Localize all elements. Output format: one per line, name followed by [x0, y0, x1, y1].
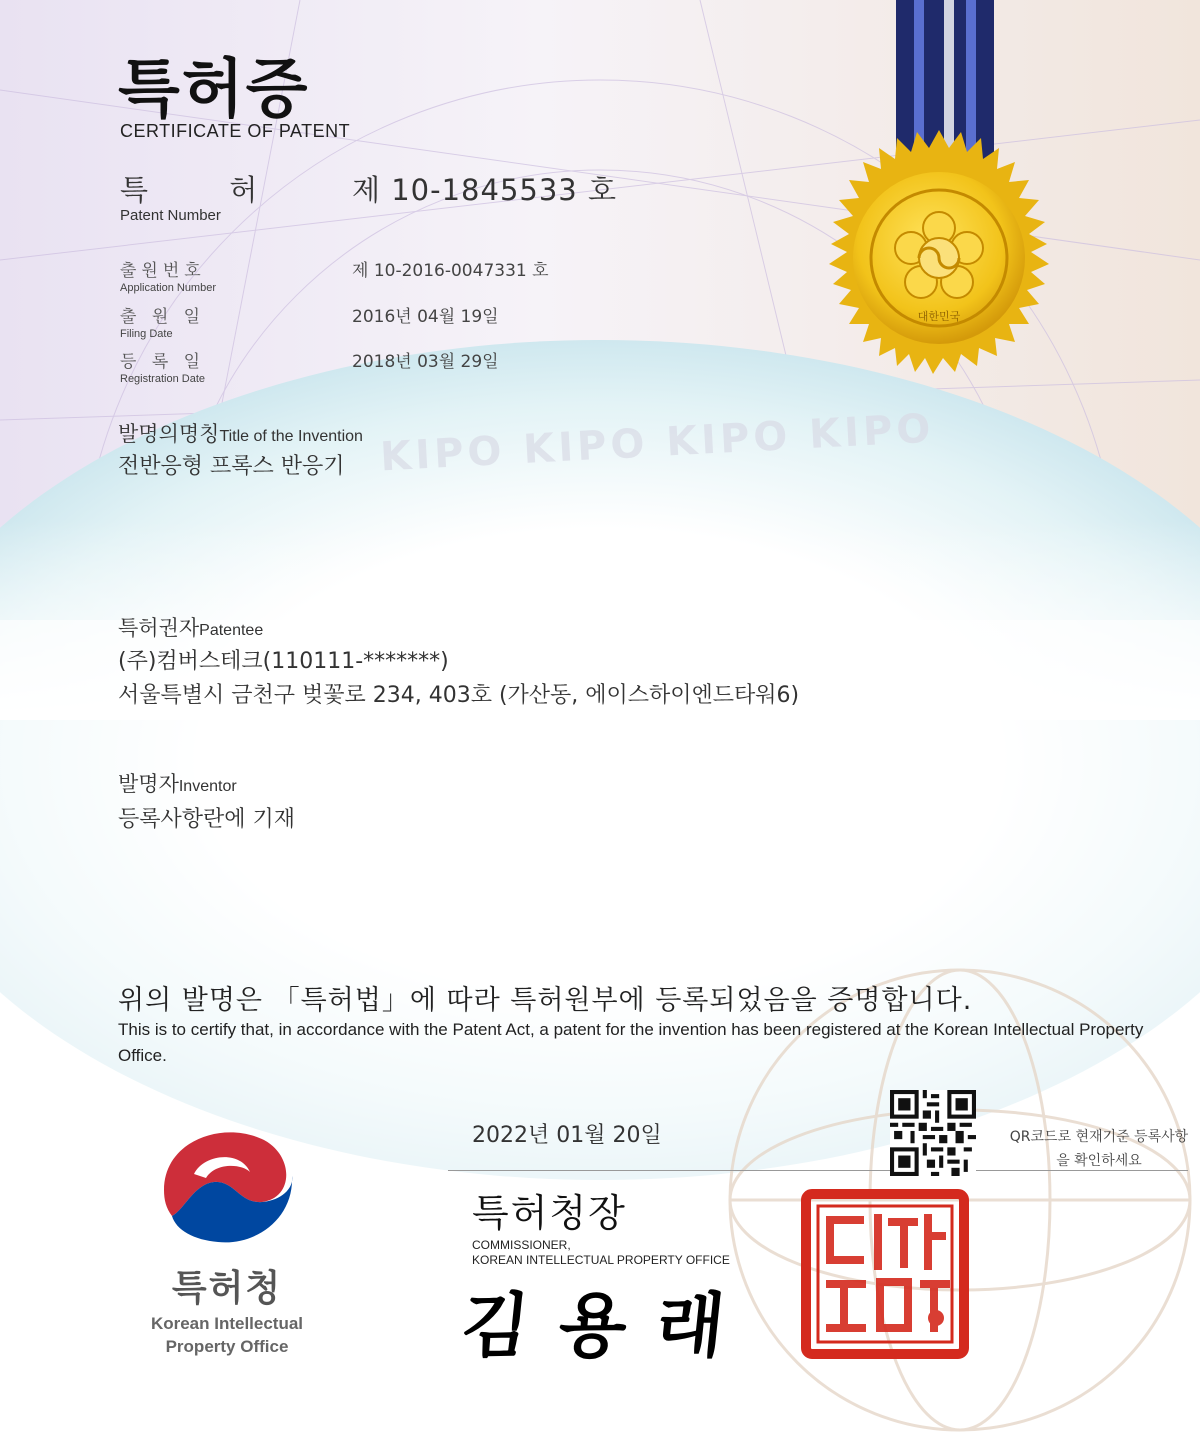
- inventor-label-en: Inventor: [178, 778, 237, 795]
- filing-date-label-en: Filing Date: [120, 328, 173, 340]
- kipo-logo-name-ko: 특허청: [171, 1268, 283, 1309]
- patentee-address: 서울특별시 금천구 벚꽃로 234, 403호 (가산동, 에이스하이엔드타워6): [118, 683, 800, 708]
- application-number-label-en: Application Number: [120, 282, 216, 294]
- registration-date-value: 2018년 03월 29일: [352, 352, 499, 372]
- patentee-label-en: Patentee: [199, 622, 264, 639]
- kipo-logo-name-en: [0, 1312, 454, 1358]
- seal-caption: 특허청장인: [882, 1356, 888, 1357]
- patentee-name: (주)컴버스테크(110111-*******): [118, 649, 449, 674]
- filing-date-label: 출 원 일: [120, 307, 206, 327]
- invention-title-label-en: Title of the Invention: [219, 428, 363, 445]
- certificate-title: 특허증: [118, 53, 310, 127]
- kipo-logo-name-en-text: Korean Intellectual Property Office: [150, 1314, 304, 1356]
- qr-code-icon[interactable]: [890, 1090, 976, 1176]
- patent-number-label-en: Patent Number: [120, 207, 221, 224]
- certification-statement-en: This is to certify that, in accordance with the Patent Act, a patent for the invention has been registered at the Korean Intellectual Property Office.: [118, 1020, 1144, 1065]
- registration-date-label: 등 록 일: [120, 352, 206, 372]
- commissioner-title-en-line1: COMMISSIONER,: [472, 1238, 571, 1252]
- certificate-subtitle: CERTIFICATE OF PATENT: [120, 121, 351, 141]
- application-number-value: 제 10-2016-0047331 호: [352, 261, 549, 281]
- watermark-word: KIPO: [522, 420, 650, 473]
- invention-title-label: [118, 418, 363, 448]
- registration-date-label-en: Registration Date: [120, 373, 205, 385]
- inventor-label: [118, 768, 237, 798]
- medal-caption: 대한민국: [917, 310, 961, 323]
- invention-title-label-ko: 발명의명칭: [118, 422, 220, 446]
- certification-statement-ko: 위의 발명은 「특허법」에 따라 특허원부에 등록되었음을 증명합니다.: [118, 985, 973, 1016]
- inventor-value: 등록사항란에 기재: [118, 807, 296, 832]
- inventor-label-ko: 발명자: [118, 772, 179, 796]
- invention-title-value: 전반응형 프록스 반응기: [118, 454, 345, 479]
- official-red-seal: [800, 1188, 970, 1360]
- watermark-word: KIPO: [808, 405, 936, 459]
- application-number-label: 출원번호: [120, 261, 206, 281]
- watermark-word: KIPO: [379, 427, 507, 481]
- commissioner-title: 특허청장: [472, 1191, 627, 1235]
- patent-number-value: 제 10-1845533 호: [352, 173, 617, 207]
- patentee-label: [118, 612, 263, 642]
- commissioner-signature: 김용래: [457, 1284, 759, 1367]
- gold-medal-emblem: [792, 130, 1086, 386]
- watermark-word: KIPO: [665, 413, 793, 466]
- commissioner-title-en-line2: KOREAN INTELLECTUAL PROPERTY OFFICE: [472, 1253, 730, 1267]
- kipo-logo-icon: [154, 1120, 300, 1248]
- qr-note: QR코드로 현재기준 등록사항을 확인하세요: [1009, 1129, 1189, 1169]
- patentee-label-ko: 특허권자: [118, 616, 200, 640]
- issue-date: 2022년 01월 20일: [472, 1123, 662, 1148]
- commissioner-title-en: [472, 1238, 730, 1268]
- filing-date-value: 2016년 04월 19일: [352, 307, 499, 327]
- patent-number-label: 특 허: [120, 173, 294, 207]
